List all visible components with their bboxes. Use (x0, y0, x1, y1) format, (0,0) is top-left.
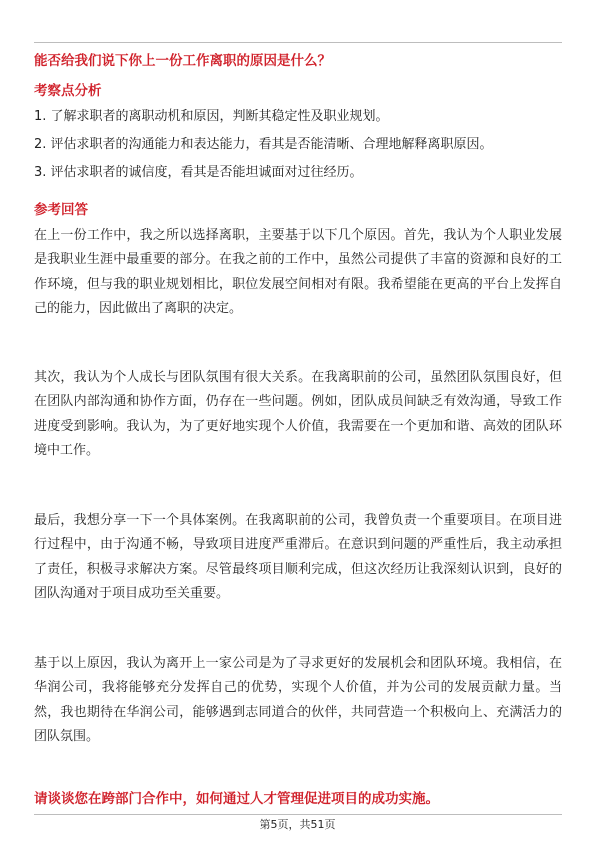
answer-title: 参考回答 (34, 202, 88, 218)
header-divider (34, 42, 562, 43)
analysis-point-2: 2. 评估求职者的沟通能力和表达能力，看其是否能清晰、合理地解释离职原因。 (34, 137, 493, 152)
analysis-point-3: 3. 评估求职者的诚信度，看其是否能坦诚面对过往经历。 (34, 165, 363, 180)
analysis-point-1: 1. 了解求职者的离职动机和原因，判断其稳定性及职业规划。 (34, 109, 389, 124)
answer-paragraph-4: 基于以上原因，我认为离开上一家公司是为了寻求更好的发展机会和团队环境。我相信，在华润公司，我将能够充分发挥自己的优势，实现个人价值，并为公司的发展贡献力量。当然，我也期待在华润公司，能够遇到志同道合的伙伴，共同营造一个积极向上、充满活力的团队氛围。 (34, 656, 562, 744)
question-heading: 能否给我们说下你上一份工作离职的原因是什么？ (34, 53, 331, 69)
analysis-title: 考察点分析 (34, 83, 102, 99)
answer-paragraph-1: 在上一份工作中，我之所以选择离职，主要基于以下几个原因。首先，我认为个人职业发展是我职业生涯中最重要的部分。在我之前的工作中，虽然公司提供了丰富的资源和良好的工作环境，但与我的职业规划相比，职位发展空间相对有限。我希望能在更高的平台上发挥自己的能力，因此做出了离职的决定。 (34, 228, 562, 316)
answer-paragraph-2: 其次，我认为个人成长与团队氛围有很大关系。在我离职前的公司，虽然团队氛围良好，但在团队内部沟通和协作方面，仍存在一些问题。例如，团队成员间缺乏有效沟通，导致工作进度受到影响。我认为，为了更好地实现个人价值，我需要在一个更加和谐、高效的团队环境中工作。 (34, 370, 562, 458)
footer-divider (34, 814, 562, 815)
page-number: 第5页，共51页 (259, 818, 336, 831)
next-question-heading: 请谈谈您在跨部门合作中，如何通过人才管理促进项目的成功实施。 (34, 791, 439, 807)
answer-paragraph-3: 最后，我想分享一下一个具体案例。在我离职前的公司，我曾负责一个重要项目。在项目进行过程中，由于沟通不畅，导致项目进度严重滞后。在意识到问题的严重性后，我主动承担了责任，积极寻求解决方案。尽管最终项目顺利完成，但这次经历让我深刻认识到，良好的团队沟通对于项目成功至关重要。 (34, 513, 562, 601)
